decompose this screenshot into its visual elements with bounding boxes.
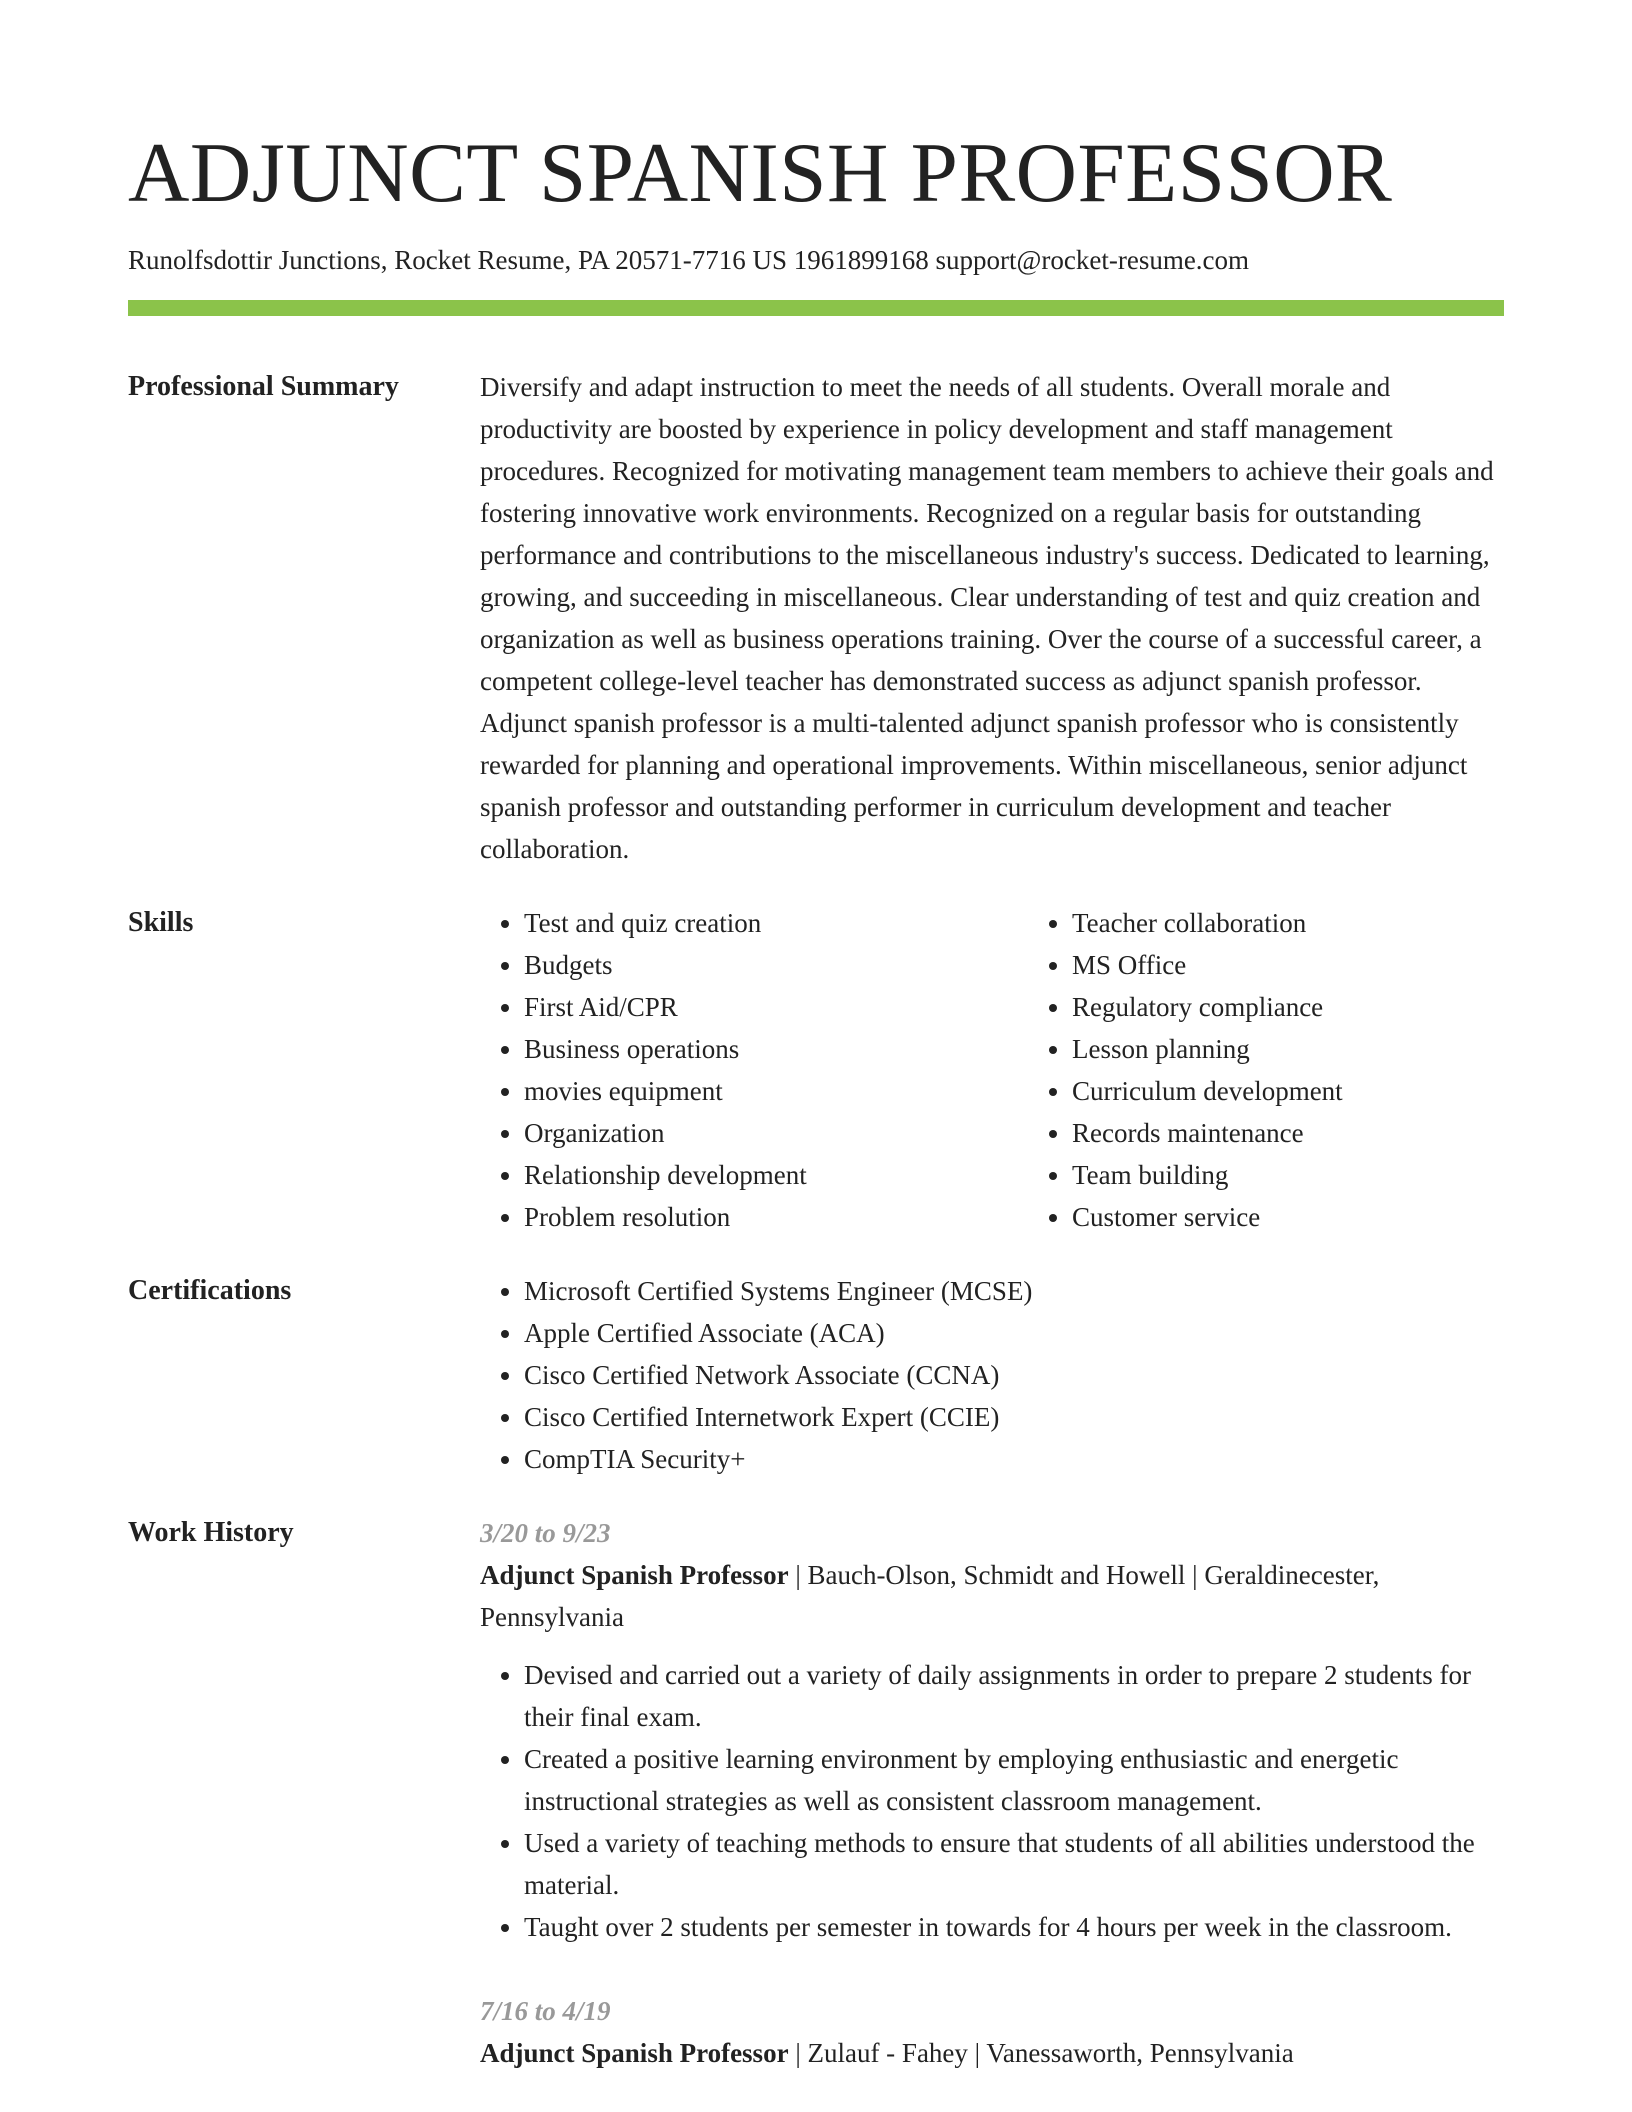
skill-item: • Relationship development — [524, 1154, 984, 1196]
certifications-section — [128, 1270, 1504, 1480]
job-entry — [480, 1990, 1504, 2074]
job-bullet: • Taught over 2 students per semester in towards for 4 hours per week in the classroom. — [524, 1906, 1504, 1948]
skills-columns — [480, 902, 1504, 1238]
job-bullets — [480, 1654, 1504, 1948]
resume-page — [128, 0, 1504, 2074]
job-title: Adjunct Spanish Professor — [480, 2038, 789, 2068]
skill-item: • Business operations — [524, 1028, 984, 1070]
job-title: Adjunct Spanish Professor — [480, 1560, 789, 1590]
summary-body — [480, 366, 1504, 870]
skill-item: • Organization — [524, 1112, 984, 1154]
skill-item: • First Aid/CPR — [524, 986, 984, 1028]
job-dates: 3/20 to 9/23 — [480, 1518, 611, 1548]
job-bullet: • Created a positive learning environment by employing enthusiastic and energetic instructional strategies as well as consistent classroom management. — [524, 1738, 1504, 1822]
job-dates: 7/16 to 4/19 — [480, 1996, 611, 2026]
skill-item: • MS Office — [1072, 944, 1532, 986]
certification-item: • Cisco Certified Network Associate (CCNA) — [524, 1354, 1504, 1396]
job-details: | Bauch-Olson, Schmidt and Howell | Geraldinecester, Pennsylvania — [480, 1560, 1380, 1632]
skill-item: • Lesson planning — [1072, 1028, 1532, 1070]
skill-item: • Test and quiz creation — [524, 902, 984, 944]
certification-item: • CompTIA Security+ — [524, 1438, 1504, 1480]
job-details: | Zulauf - Fahey | Vanessaworth, Pennsylvania — [788, 2038, 1294, 2068]
summary-section — [128, 366, 1504, 870]
job-entry — [480, 1512, 1504, 1948]
skills-list-left — [480, 902, 984, 1238]
certification-item: • Apple Certified Associate (ACA) — [524, 1312, 1504, 1354]
skills-section — [128, 902, 1504, 1238]
skill-item: • Curriculum development — [1072, 1070, 1532, 1112]
job-heading — [480, 1554, 1504, 1638]
certifications-list — [480, 1270, 1504, 1480]
skill-item: • Regulatory compliance — [1072, 986, 1532, 1028]
section-title-work-history: Work History — [128, 1517, 294, 1548]
section-title-summary: Professional Summary — [128, 371, 399, 402]
skill-item: • movies equipment — [524, 1070, 984, 1112]
certification-item: • Cisco Certified Internetwork Expert (CCIE) — [524, 1396, 1504, 1438]
skill-item: • Customer service — [1072, 1196, 1532, 1238]
work-history-section — [128, 1512, 1504, 2074]
job-bullet: • Used a variety of teaching methods to ensure that students of all abilities understood the material. — [524, 1822, 1504, 1906]
skill-item: • Budgets — [524, 944, 984, 986]
section-title-certifications: Certifications — [128, 1275, 292, 1306]
contact-line: Runolfsdottir Junctions, Rocket Resume, PA 20571-7716 US 1961899168 support@rocket-resume.com — [128, 245, 1250, 275]
skill-item: • Teacher collaboration — [1072, 902, 1532, 944]
certifications-body — [480, 1270, 1504, 1480]
accent-divider — [128, 300, 1504, 316]
certification-item: • Microsoft Certified Systems Engineer (MCSE) — [524, 1270, 1504, 1312]
job-heading — [480, 2032, 1504, 2074]
skill-item: • Team building — [1072, 1154, 1532, 1196]
skill-item: • Records maintenance — [1072, 1112, 1532, 1154]
section-title-skills: Skills — [128, 907, 194, 938]
skill-item: • Problem resolution — [524, 1196, 984, 1238]
skills-body — [480, 902, 1504, 1238]
summary-text: Diversify and adapt instruction to meet the needs of all students. Overall morale and productivity are boosted by experience in policy development and staff management procedures. Recognized for motivating management team members to achieve their goals and fostering innovative work environments. Recognized on a regular basis for outstanding performance and contributions to the miscellaneous industry's success. Dedicated to learning, growing, and succeeding in miscellaneous. Clear understanding of test and quiz creation and organization as well as business operations training. Over the course of a successful career, a competent college-level teacher has demonstrated success as adjunct spanish professor. Adjunct spanish professor is a multi-talented adjunct spanish professor who is consistently rewarded for planning and operational improvements. Within miscellaneous, senior adjunct spanish professor and outstanding performer in curriculum development and teacher collaboration. — [480, 372, 1494, 864]
resume-name: ADJUNCT SPANISH PROFESSOR — [128, 126, 1393, 220]
work-history-body — [480, 1512, 1504, 2074]
job-bullet: • Devised and carried out a variety of daily assignments in order to prepare 2 students for their final exam. — [524, 1654, 1504, 1738]
skills-list-right — [1028, 902, 1532, 1238]
